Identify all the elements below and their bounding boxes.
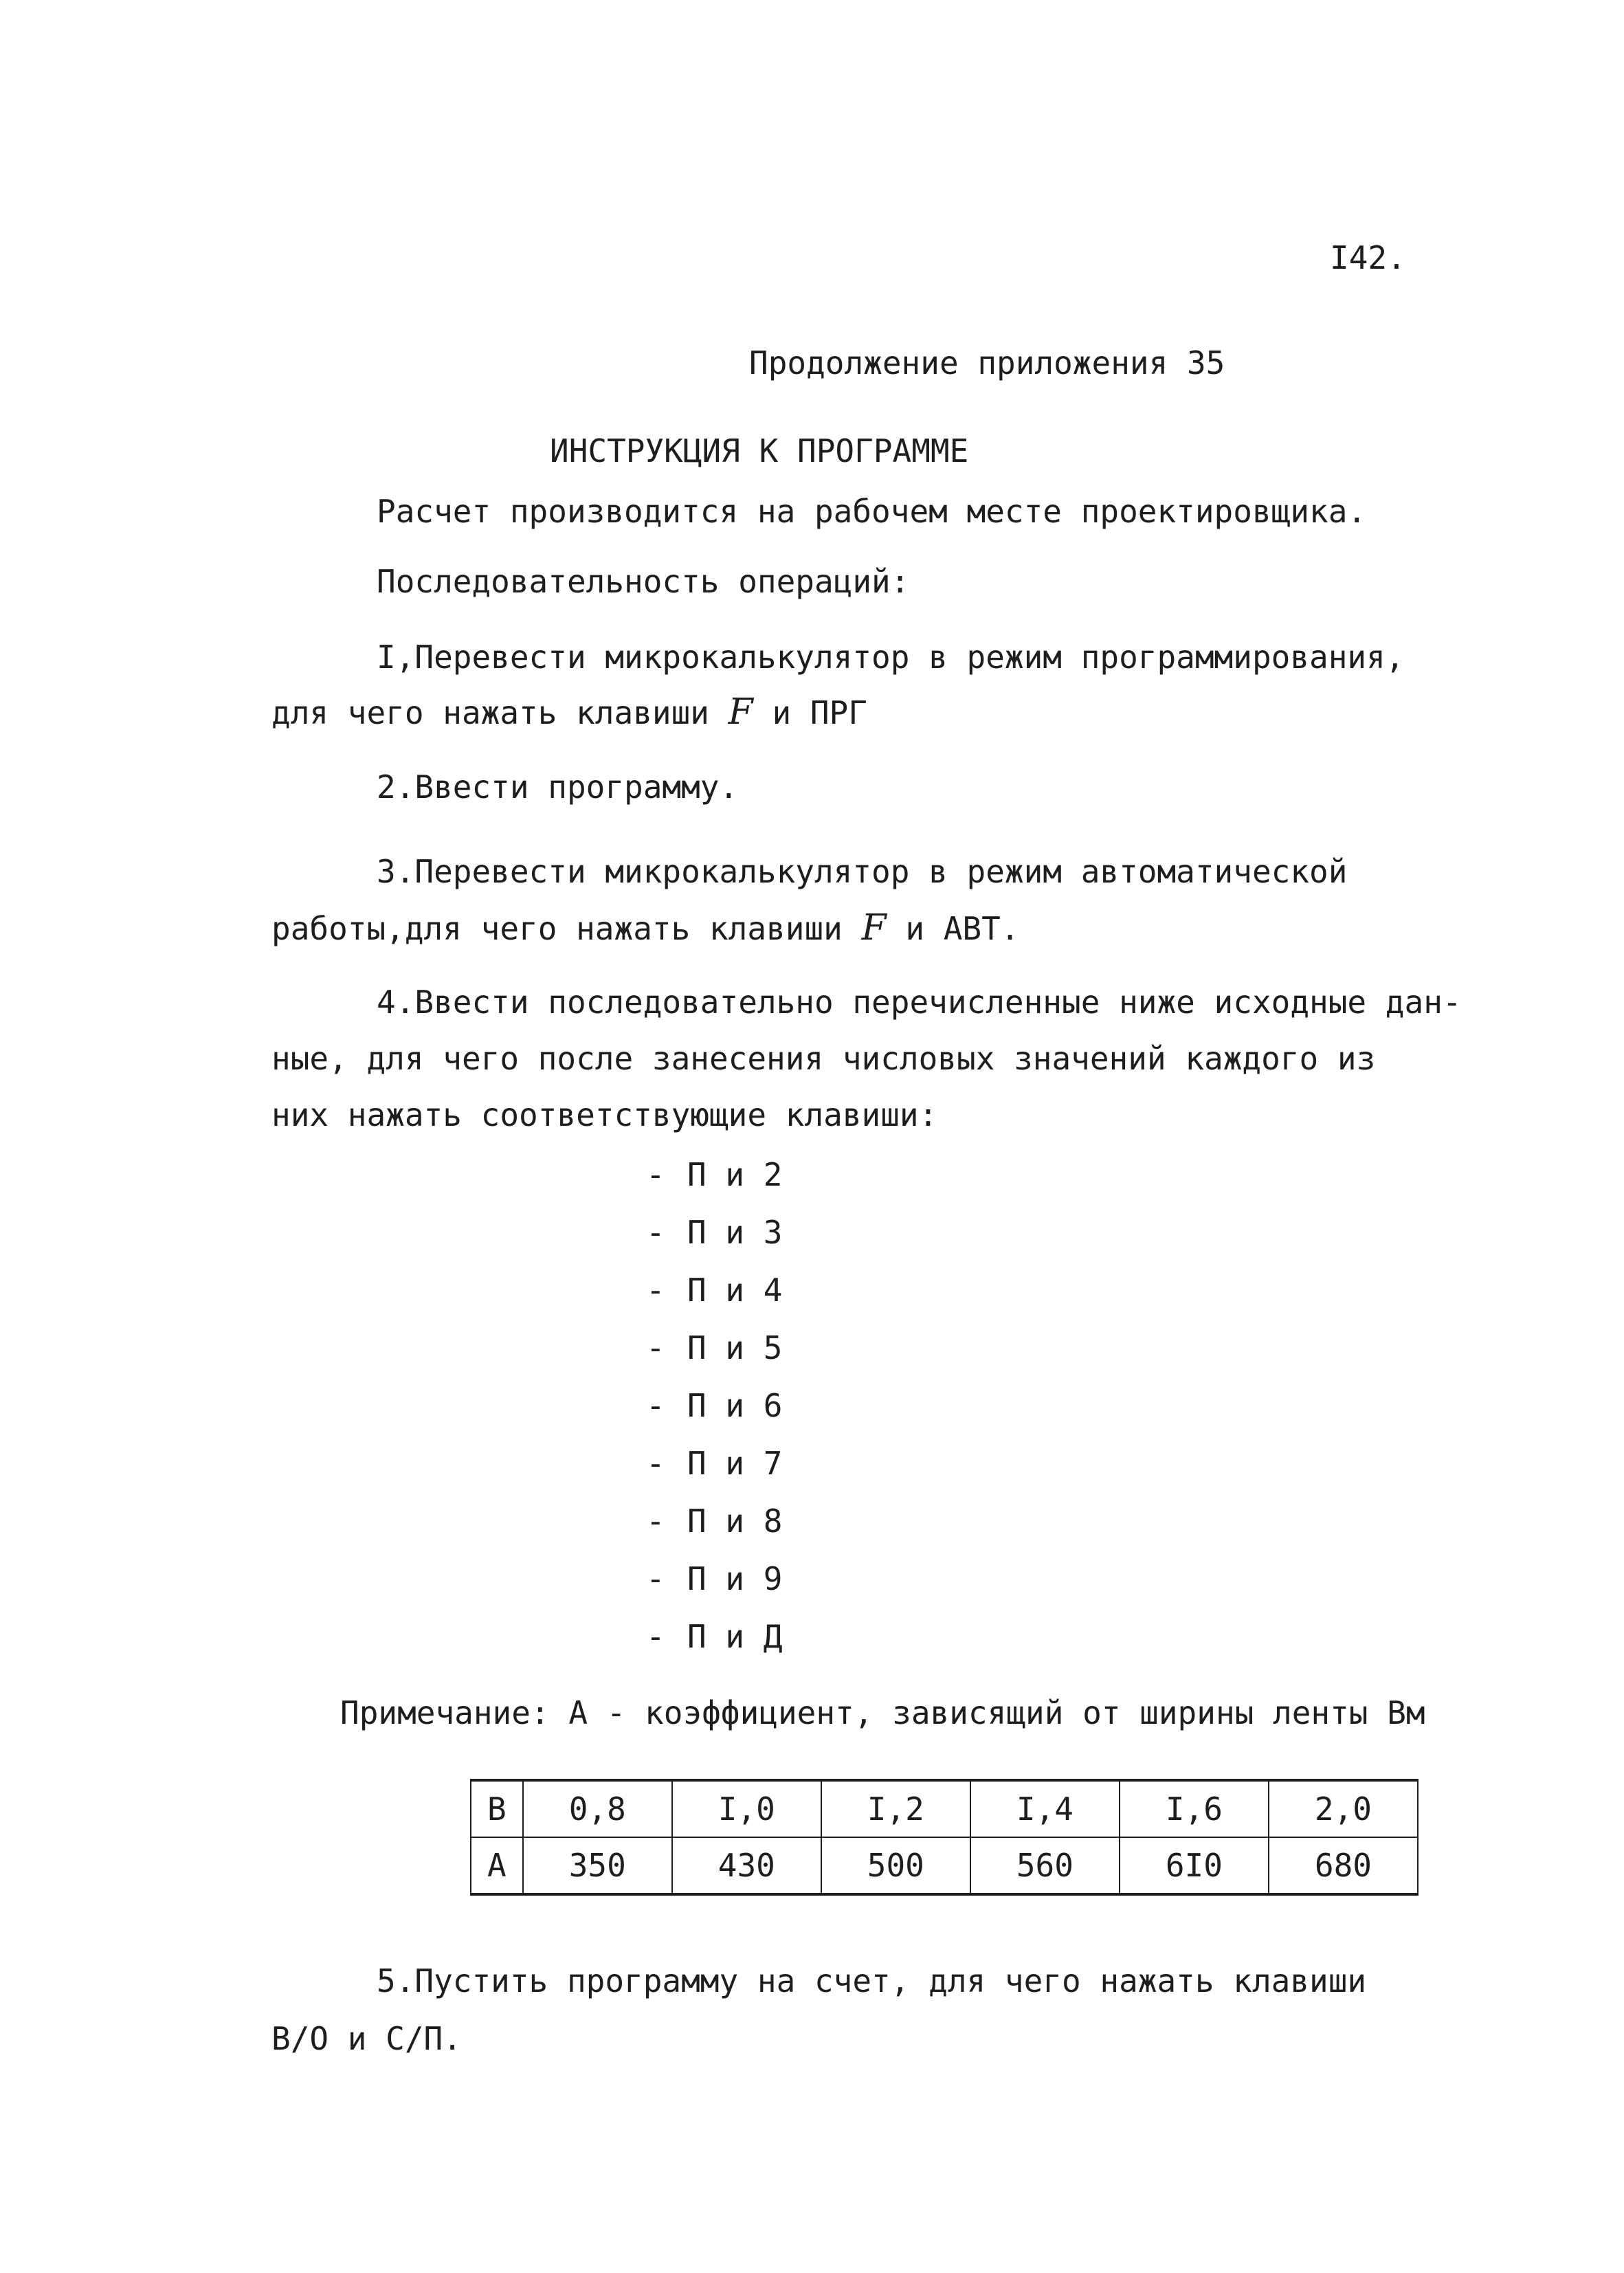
input-keys: П и 5	[687, 1329, 783, 1366]
note: Примечание: А - коэффициент, зависящий от ширины ленты Вм	[340, 1694, 1425, 1731]
input-dash: -	[646, 1272, 665, 1309]
input-keys: П и Д	[687, 1618, 783, 1655]
input-dash: -	[646, 1329, 665, 1366]
step-4-line-2: ные, для чего после занесения числовых значений каждого из	[271, 1040, 1376, 1077]
step-5-line-2: В/О и С/П.	[271, 2020, 462, 2057]
table-cell: 680	[1269, 1837, 1418, 1894]
input-dash: -	[646, 1214, 665, 1251]
coefficient-table	[470, 1779, 1419, 1896]
step-3-line-2	[271, 907, 1020, 949]
input-dash: -	[646, 1618, 665, 1655]
step-1-line-2-prefix: для чего нажать клавиши	[271, 694, 728, 731]
input-keys: П и 2	[687, 1156, 783, 1193]
table-cell: I,6	[1120, 1780, 1269, 1837]
key-f-symbol: F	[861, 907, 887, 949]
input-dash: -	[646, 1503, 665, 1540]
table-cell: 0,8	[523, 1780, 672, 1837]
table-row-a	[471, 1837, 1418, 1894]
step-3-line-2-prefix: работы,для чего нажать клавиши	[271, 910, 862, 947]
title: ИНСТРУКЦИЯ К ПРОГРАММЕ	[550, 432, 969, 469]
page-number: I42.	[1330, 239, 1406, 276]
header: Продолжение приложения 35	[749, 344, 1225, 381]
table-cell: А	[471, 1837, 523, 1894]
step-4-line-1: 4.Ввести последовательно перечисленные ниже исходные дан-	[377, 984, 1462, 1021]
input-keys: П и 8	[687, 1503, 783, 1540]
input-keys: П и 6	[687, 1387, 783, 1424]
table-cell: I,2	[821, 1780, 970, 1837]
input-keys: П и 4	[687, 1272, 783, 1309]
input-dash: -	[646, 1560, 665, 1597]
table-cell: 6I0	[1120, 1837, 1269, 1894]
sequence-heading: Последовательность операций:	[377, 563, 910, 600]
input-dash: -	[646, 1156, 665, 1193]
table-cell: 430	[672, 1837, 821, 1894]
step-1-line-1: I,Перевести микрокалькулятор в режим программирования,	[377, 639, 1405, 676]
table-row-b	[471, 1780, 1418, 1837]
input-keys: П и 7	[687, 1445, 783, 1482]
step-3-line-2-suffix: и АВТ.	[886, 910, 1020, 947]
step-3-line-1: 3.Перевести микрокалькулятор в режим автоматической	[377, 853, 1348, 890]
step-2: 2.Ввести программу.	[377, 768, 739, 806]
table-cell: 350	[523, 1837, 672, 1894]
table-cell: I,0	[672, 1780, 821, 1837]
table-cell: 500	[821, 1837, 970, 1894]
table-cell: I,4	[970, 1780, 1120, 1837]
input-keys: П и 9	[687, 1560, 783, 1597]
step-1-line-2	[271, 691, 867, 733]
table-cell: В	[471, 1780, 523, 1837]
table-cell: 2,0	[1269, 1780, 1418, 1837]
input-keys: П и 3	[687, 1214, 783, 1251]
step-4-line-3: них нажать соответствующие клавиши:	[271, 1096, 938, 1133]
key-f-symbol: F	[728, 691, 753, 733]
input-dash: -	[646, 1387, 665, 1424]
step-5-line-1: 5.Пустить программу на счет, для чего нажать клавиши	[377, 1962, 1367, 1999]
intro: Расчет производится на рабочем месте проектировщика.	[377, 493, 1367, 530]
input-dash: -	[646, 1445, 665, 1482]
table-cell: 560	[970, 1837, 1120, 1894]
step-1-line-2-suffix: и ПРГ	[753, 694, 867, 731]
